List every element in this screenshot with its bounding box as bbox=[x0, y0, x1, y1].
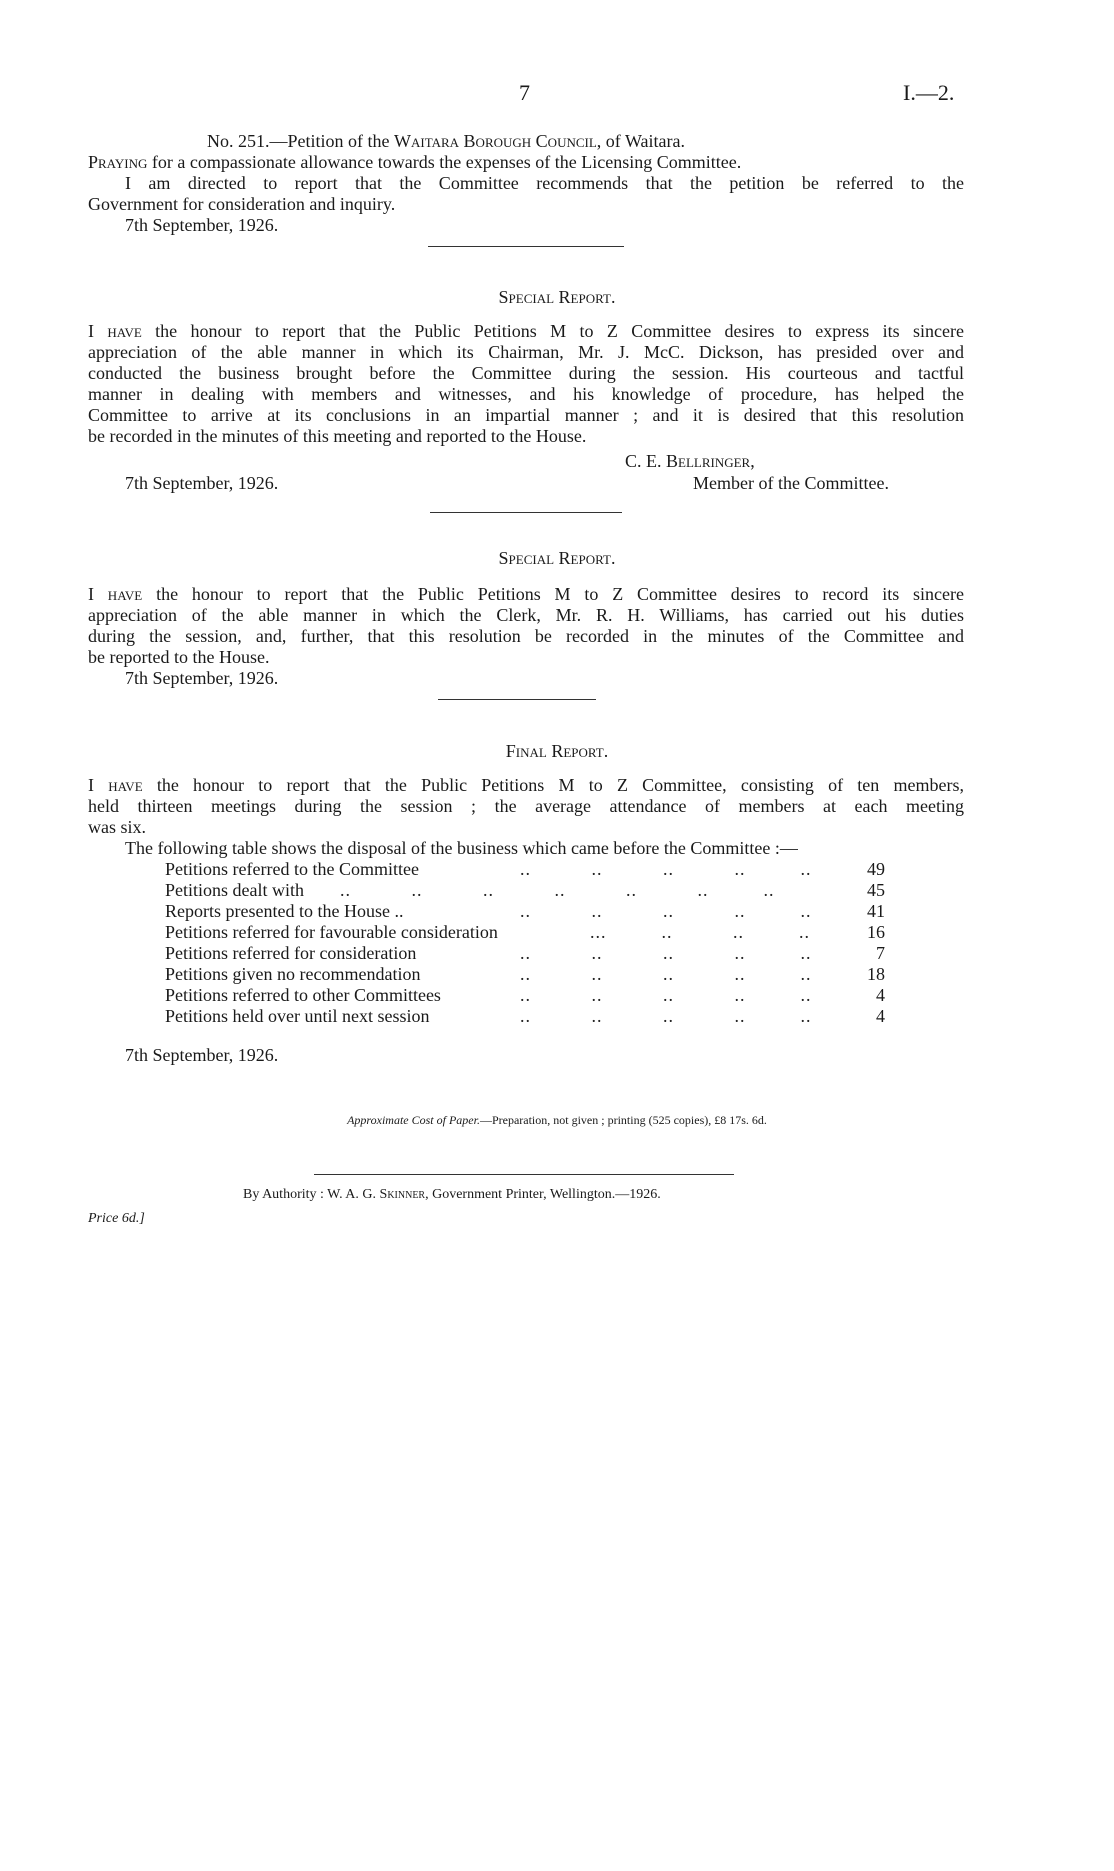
line-text: the honour to report that the Public Petitions M to Z Committee, consisting of ten members, bbox=[142, 775, 964, 795]
table-value: 45 bbox=[867, 880, 885, 900]
petition-heading-prefix: No. 251.—Petition of the bbox=[207, 131, 394, 151]
price: Price 6d.] bbox=[88, 1211, 145, 1226]
special-report-1-title-text: Special Report. bbox=[498, 287, 616, 307]
petition-date: 7th September, 1926. bbox=[125, 215, 279, 235]
cost-text: —Preparation, not given ; printing (525 copies), £8 17s. 6d. bbox=[479, 1113, 767, 1127]
special-report-1-date: 7th September, 1926. bbox=[125, 473, 279, 493]
special-report-1-line-4: manner in dealing with members and witnesses, and his knowledge of procedure, has helped the bbox=[88, 384, 964, 404]
special-report-1-line-6: be recorded in the minutes of this meeting and reported to the House. bbox=[88, 426, 587, 446]
section-divider bbox=[430, 512, 622, 513]
praying-word: Praying bbox=[88, 152, 148, 172]
table-row: .. .. .. .. .. Petitions referred for consideration 7 bbox=[165, 943, 885, 963]
lead-word: I have bbox=[88, 321, 142, 341]
special-report-1-line-1 bbox=[88, 321, 964, 342]
signatory-role: Member of the Committee. bbox=[693, 473, 889, 493]
section-divider bbox=[438, 699, 596, 700]
petition-heading bbox=[207, 131, 685, 152]
table-label: Petitions held over until next session bbox=[165, 1006, 435, 1027]
table-value: 16 bbox=[867, 922, 885, 942]
special-report-1-line-5: Committee to arrive at its conclusions in an impartial manner ; and it is desired that this resolution bbox=[88, 405, 964, 425]
line-text: the honour to report that the Public Petitions M to Z Committee desires to record its sincere bbox=[142, 584, 964, 604]
petition-paragraph-line-2: Government for consideration and inquiry. bbox=[88, 194, 396, 214]
table-row: .. .. .. .. .. Petitions referred to other Committees 4 bbox=[165, 985, 885, 1005]
special-report-2-line-1 bbox=[88, 584, 964, 605]
special-report-2-title-text: Special Report. bbox=[498, 548, 616, 568]
table-label: Petitions referred to the Committee bbox=[165, 859, 425, 880]
section-divider bbox=[428, 246, 624, 247]
special-report-2-line-4: be reported to the House. bbox=[88, 647, 270, 667]
lead-word: I have bbox=[88, 775, 143, 795]
table-value: 49 bbox=[867, 859, 885, 879]
table-row: .. .. .. .. .. Petitions referred to the Committee 49 bbox=[165, 859, 885, 879]
petition-praying bbox=[88, 152, 741, 173]
authority-line bbox=[243, 1184, 661, 1205]
table-value: 7 bbox=[876, 943, 885, 963]
table-label: Reports presented to the House .. bbox=[165, 901, 409, 922]
table-row: .. .. .. .. .. Petitions held over until next session 4 bbox=[165, 1006, 885, 1026]
final-report-line-2: held thirteen meetings during the session ; the average attendance of members at each meeting bbox=[88, 796, 964, 816]
cost-label: Approximate Cost of Paper. bbox=[347, 1113, 480, 1127]
table-value: 4 bbox=[876, 1006, 885, 1026]
petition-heading-suffix: , of Waitara. bbox=[596, 131, 685, 151]
final-report-line-3: was six. bbox=[88, 817, 146, 837]
table-label: Petitions referred to other Committees bbox=[165, 985, 447, 1006]
special-report-1-line-2: appreciation of the able manner in which its Chairman, Mr. J. McC. Dickson, has presided over and bbox=[88, 342, 964, 362]
table-label: Petitions referred for consideration bbox=[165, 943, 422, 964]
table-label: Petitions referred for favourable consideration bbox=[165, 922, 504, 943]
final-report-date: 7th September, 1926. bbox=[125, 1045, 279, 1065]
final-report-title-text: Final Report. bbox=[505, 741, 609, 761]
authority-suffix: , Government Printer, Wellington.—1926. bbox=[425, 1187, 661, 1202]
table-value: 41 bbox=[867, 901, 885, 921]
special-report-1-title bbox=[0, 287, 1114, 308]
table-label: Petitions dealt with bbox=[165, 880, 310, 901]
special-report-2-title bbox=[0, 548, 1114, 569]
special-report-1-line-3: conducted the business brought before the Committee during the session. His courteous and tactful bbox=[88, 363, 964, 383]
special-report-2-date: 7th September, 1926. bbox=[125, 668, 279, 688]
table-row: .. .. .. .. .. .. .. Petitions dealt with 45 bbox=[165, 880, 885, 900]
table-row: .. .. .. .. .. Reports presented to the House .. 41 bbox=[165, 901, 885, 921]
printer-name: Skinner bbox=[379, 1187, 426, 1202]
table-value: 18 bbox=[867, 964, 885, 984]
special-report-2-line-2: appreciation of the able manner in which the Clerk, Mr. R. H. Williams, has carried out his duties bbox=[88, 605, 964, 625]
lead-word: I have bbox=[88, 584, 143, 604]
table-value: 4 bbox=[876, 985, 885, 1005]
table-row: .. .. .. .. .. Petitions given no recommendation 18 bbox=[165, 964, 885, 984]
authority-prefix: By Authority : W. A. G. bbox=[243, 1187, 380, 1202]
cost-of-paper bbox=[0, 1110, 1114, 1131]
page-number: 7 bbox=[519, 80, 530, 105]
petition-paragraph-line-1: I am directed to report that the Committee recommends that the petition be referred to the bbox=[125, 173, 964, 193]
table-label: Petitions given no recommendation bbox=[165, 964, 426, 985]
final-report-title bbox=[0, 741, 1114, 762]
special-report-2-line-3: during the session, and, further, that this resolution be recorded in the minutes of the Committee and bbox=[88, 626, 964, 646]
footer-rule bbox=[314, 1174, 734, 1175]
document-reference: I.—2. bbox=[903, 80, 955, 105]
petition-council-name: Waitara Borough Council bbox=[394, 131, 597, 151]
praying-text: for a compassionate allowance towards the expenses of the Licensing Committee. bbox=[147, 152, 742, 172]
table-intro: The following table shows the disposal of the business which came before the Committee :— bbox=[125, 838, 798, 858]
table-row: ... .. .. .. Petitions referred for favourable consideration 16 bbox=[165, 922, 885, 942]
signatory-name: C. E. Bellringer, bbox=[625, 451, 755, 471]
final-report-line-1 bbox=[88, 775, 964, 796]
line-text: the honour to report that the Public Petitions M to Z Committee desires to express its sincere bbox=[141, 321, 964, 341]
